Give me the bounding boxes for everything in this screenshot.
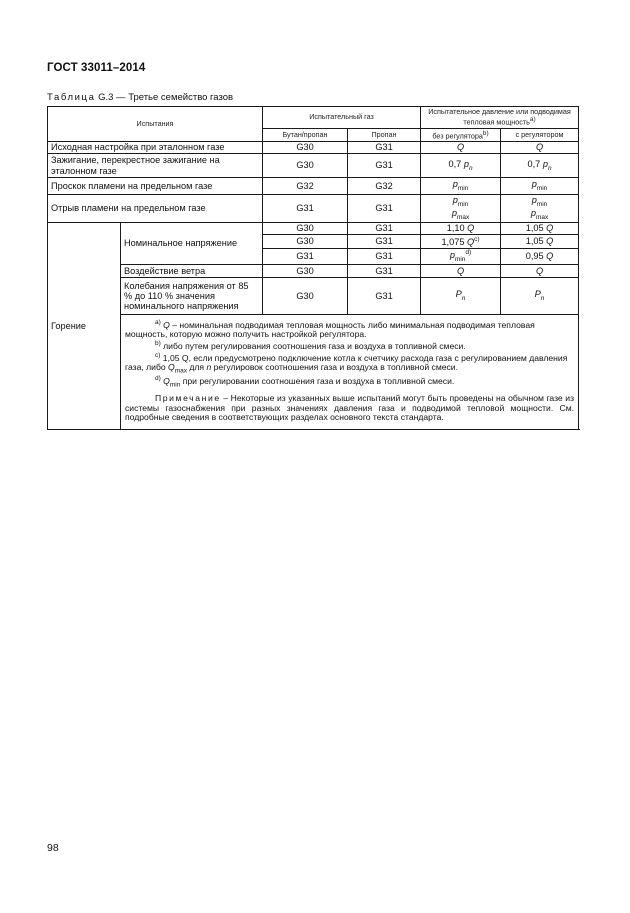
footnote-d [125, 375, 574, 389]
symbol: Q [467, 223, 475, 234]
value-with-regulator [501, 249, 579, 265]
footnote-ref: d) [155, 375, 161, 383]
footnote-c [125, 352, 574, 375]
footnote-ref: a) [155, 319, 161, 326]
header-no-regulator-text: без регулятора [432, 131, 483, 141]
footnote-a [125, 319, 574, 340]
page-number: 98 [47, 842, 59, 854]
gas-propane: G31 [348, 142, 421, 154]
value-no-regulator: Q [421, 265, 501, 278]
document-header: ГОСТ 33011–2014 [47, 62, 146, 74]
subscript: n [547, 164, 552, 172]
value-no-regulator [421, 278, 501, 315]
footnote-text: при регулировании соотношения газа и воздуха в топливной смеси. [180, 375, 455, 386]
subscript: max [174, 367, 187, 375]
note-text: – Некоторые из указанных выше испытаний могут быть проведены на обычном газе из системы газоснабжения при разных значениях давления газа и подводимой тепловой мощности. См. подробные сведения в соответствующих разделах основного текста стандарта. [125, 392, 575, 423]
subscript-min: min [457, 200, 469, 208]
header-tests: Испытания [48, 107, 263, 142]
table-row [48, 223, 579, 235]
caption-dash: — [113, 92, 129, 103]
symbol: p [449, 250, 455, 261]
coef: 1,10 [446, 223, 465, 234]
value-no-regulator [421, 178, 501, 195]
value-no-regulator [421, 249, 501, 265]
gas-butane-propane: G30 [263, 142, 348, 154]
footnotes [121, 315, 579, 430]
value-with-regulator [501, 235, 579, 249]
footnote-ref: d) [465, 249, 472, 257]
subscript-max: max [535, 213, 549, 221]
coef: 1,05 [525, 236, 544, 247]
gas-propane: G31 [348, 235, 421, 249]
value-no-regulator: Q [421, 142, 501, 154]
gas-propane: G31 [348, 278, 421, 315]
subscript: n [461, 295, 466, 303]
symbol: p [452, 179, 458, 190]
footnote-text: для [187, 362, 207, 373]
table-caption [47, 92, 233, 103]
coef: 0,7 [527, 158, 541, 169]
header-with-regulator: с регулятором [501, 129, 579, 142]
footnote-text: регулировок соотношения газа и воздуха в топливной смеси. [211, 362, 458, 373]
test-name: Отрыв пламени на предельном газе [48, 195, 263, 223]
footnote-text: – номинальная подводимая тепловая мощность либо минимальная подводимая тепловая мощность, которую можно получить настройкой регулятора. [125, 319, 535, 340]
subscript-max: max [456, 213, 470, 221]
symbol: Q [163, 375, 170, 386]
coef: 0,7 [448, 158, 462, 169]
symbol: p [451, 207, 457, 218]
value-no-regulator [421, 195, 501, 223]
footnote-ref: c) [474, 235, 480, 243]
table-row [48, 142, 579, 154]
header-pressure-text: Испытательное давление или подводимая тепловая мощность [428, 107, 571, 127]
value-with-regulator [501, 178, 579, 195]
caption-title: Третье семейство газов [128, 92, 234, 103]
footnote-ref: b) [155, 340, 161, 348]
caption-label: Таблица [47, 92, 96, 103]
value-no-regulator [421, 223, 501, 235]
gas-propane: G32 [348, 178, 421, 195]
symbol: p [531, 194, 537, 205]
header-pressure [421, 107, 579, 129]
gas-butane-propane: G30 [263, 235, 348, 249]
gas-butane-propane: G30 [263, 154, 348, 178]
symbol: Q [163, 319, 170, 330]
symbol: p [530, 207, 536, 218]
value-with-regulator [501, 195, 579, 223]
table-note [125, 394, 574, 423]
symbol: P [534, 289, 541, 300]
coef: 0,95 [525, 251, 544, 262]
table-row [48, 195, 579, 223]
coef: 1,05 [525, 223, 544, 234]
table-row [48, 265, 579, 278]
subscript: n [540, 295, 545, 303]
footnote-text: либо путем регулирования соотношения газа и воздуха в топливной смеси. [160, 340, 466, 351]
value-with-regulator [501, 223, 579, 235]
gas-propane: G31 [348, 223, 421, 235]
symbol: p [463, 158, 469, 169]
symbol: Q [168, 362, 175, 373]
symbol: Q [546, 223, 554, 234]
gas-butane-propane: G30 [263, 223, 348, 235]
gas-butane-propane: G32 [263, 178, 348, 195]
header-butane-propane: Бутан/пропан [263, 129, 348, 142]
table-row [48, 278, 579, 315]
gas-butane-propane: G31 [263, 195, 348, 223]
gas-butane-propane: G31 [263, 249, 348, 265]
value-with-regulator [501, 278, 579, 315]
gas-butane-propane: G30 [263, 265, 348, 278]
symbol: P [455, 289, 462, 300]
subscript: min [457, 185, 469, 193]
table-row [48, 178, 579, 195]
value-with-regulator: Q [501, 142, 579, 154]
coef: 1,075 [441, 236, 465, 247]
subscript: min [169, 381, 181, 389]
symbol: Q [467, 236, 475, 247]
subscript-min: min [536, 200, 548, 208]
value-no-regulator [421, 235, 501, 249]
gas-test-table [47, 106, 579, 430]
value-no-regulator [421, 154, 501, 178]
subscript: min [536, 185, 548, 193]
symbol: p [542, 158, 548, 169]
subscript: min [454, 256, 466, 264]
header-no-regulator [421, 129, 501, 142]
value-with-regulator [501, 154, 579, 178]
footnote-text: 1,05 Q, если предусмотрено подключение котла к счетчику расхода газа с регулированием давления газа, либо [125, 352, 568, 373]
sub-label-wind: Воздействие ветра [121, 265, 263, 278]
sub-label-nominal: Номинальное напряжение [121, 223, 263, 265]
note-label: Примечание [155, 392, 221, 403]
symbol: p [452, 194, 458, 205]
value-with-regulator: Q [501, 265, 579, 278]
gas-propane: G31 [348, 154, 421, 178]
footnote-ref: c) [155, 351, 161, 359]
symbol: n [206, 362, 212, 373]
footnotes-row [48, 315, 579, 430]
caption-number: G.3 [98, 92, 114, 103]
table-row [48, 154, 579, 178]
sub-label-voltage: Колебания напряжения от 85 % до 110 % значения номинального напряжения [121, 278, 263, 315]
gas-propane: G31 [348, 249, 421, 265]
subscript: n [468, 164, 473, 172]
header-pressure-ref: a) [529, 116, 536, 124]
symbol: Q [546, 236, 554, 247]
header-propane: Пропан [348, 129, 421, 142]
test-name: Проскок пламени на предельном газе [48, 178, 263, 195]
header-no-regulator-ref: b) [482, 129, 489, 137]
gas-butane-propane: G30 [263, 278, 348, 315]
symbol: Q [546, 251, 554, 262]
header-test-gas: Испытательный газ [263, 107, 421, 129]
symbol: p [531, 179, 537, 190]
gas-propane: G31 [348, 195, 421, 223]
test-name: Зажигание, перекрестное зажигание на эталонном газе [48, 154, 263, 178]
test-name: Исходная настройка при эталонном газе [48, 142, 263, 154]
group-label-burning: Горение [48, 223, 121, 430]
gas-propane: G31 [348, 265, 421, 278]
footnote-b [125, 340, 574, 351]
